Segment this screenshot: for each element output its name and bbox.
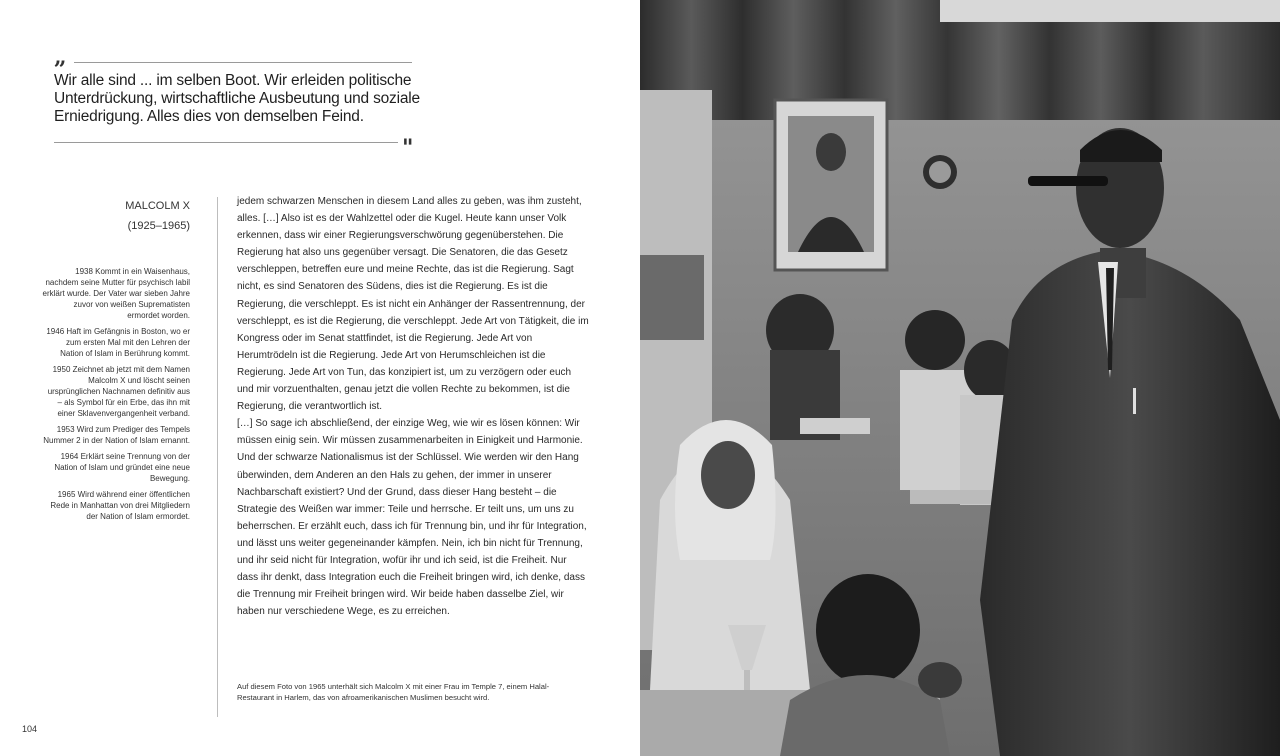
person-name: MALCOLM X	[125, 200, 190, 212]
photo	[640, 0, 1280, 756]
speech-paragraph: jedem schwarzen Menschen in diesem Land alles zu geben, was ihm zusteht, alles. […] Also ist es der Wahlzettel oder die Kugel. Heute kann unser Volk erkennen, dass wir einer Regierungsverschwörung gegenüberstehen. Die Regierung hat also uns gegenüber versagt. Die Senatoren, die das Gesetz verschleppen, betreffen eure und meine Rechte, das ist die Regierung. Sagt nicht, es sind Senatoren des Südens, dies ist die Regierung. Es ist die Regierung, die verschleppt. Es ist nicht ein Anhänger der Rassentrennung, der verschleppt, es ist die Regierung, die verschleppt. Jede Art von Tätigkeit, die im Kongress oder im Senat stattfindet, ist die Regierung. Jede Art von Herumtrödeln ist die Regierung. Jede Art von Herumschleichen ist die Regierung. Jede Art von Tun, das konzipiert ist, um zu verzögern oder euch und mir vorzuenthalten, genau jetzt die vollen Rechte zu bekommen, ist die Regierung, die verantwortlich ist.	[237, 196, 589, 413]
photo-caption: Auf diesem Foto von 1965 unterhält sich Malcolm X mit einer Frau im Temple 7, einem Halal-Restaurant in Harlem, das von afroamerikanischen Muslimen besucht wird.	[237, 682, 550, 702]
timeline-entry: 1965 Wird während einer öffentlichen Rede in Manhattan von drei Mitgliedern der Nation of Islam ermordet.	[50, 490, 190, 521]
page-number: 104	[22, 724, 38, 734]
photo-illustration	[640, 0, 1280, 756]
quote-rule-top	[74, 62, 412, 63]
speech-text	[237, 193, 589, 620]
timeline-entry: 1964 Erklärt seine Trennung von der Nation of Islam und gründet eine neue Bewegung.	[54, 452, 190, 483]
quote-rule-bottom	[54, 142, 398, 143]
timeline-entry: 1938 Kommt in ein Waisenhaus, nachdem seine Mutter für psychisch labil erklärt wurde. Der Vater war sieben Jahre zuvor von weißen Suprematisten ermordet worden.	[42, 267, 190, 320]
timeline	[42, 266, 190, 527]
quote-open-mark: „	[54, 44, 67, 70]
timeline-entry: 1950 Zeichnet ab jetzt mit dem Namen Malcolm X und löscht seinen ursprünglichen Nachnamen definitiv aus – als Symbol für ein Erbe, das ihn mit einer Sklavenvergangenheit verband.	[47, 365, 190, 418]
speech-paragraph: […] So sage ich abschließend, der einzige Weg, wie wir es lösen können: Wir müssen einig sein. Wir müssen zusammenarbeiten in Einigkeit und Harmonie. Und der schwarze Nationalismus ist der Schlüssel. Wie werden wir den Hang überwinden, dem Anderen an den Hals zu gehen, der immer in unserer Nachbarschaft existiert? Und der Grund, dass dieser Hang besteht – die Strategie des Weißen war immer: Teile und herrsche. Er teilt uns, um uns zu beherrschen. Er erzählt euch, dass ich für Trennung bin, und ihr für Integration, und lässt uns weiter gegeneinander kämpfen. Nein, ich bin nicht für Trennung, und ihr seid nicht für Integration, wofür ihr und ich seid, ist die Freiheit. Nur dass ihr denkt, dass Integration euch die Freiheit bringen wird, ich denke, dass die Trennung mir Freiheit bringen wird. Wir beide haben dasselbe Ziel, wir haben nur verschiedene Wege, es zu erreichen.	[237, 418, 587, 618]
timeline-entry: 1946 Haft im Gefängnis in Boston, wo er zum ersten Mal mit den Lehren der Nation of Islam in Berührung kommt.	[46, 327, 190, 358]
person-years: (1925–1965)	[127, 220, 190, 232]
quote-close-mark: "	[402, 135, 414, 161]
timeline-entry: 1953 Wird zum Prediger des Tempels Nummer 2 in der Nation of Islam ernannt.	[43, 425, 190, 445]
person-info	[94, 196, 190, 236]
pull-quote: Wir alle sind ... im selben Boot. Wir erleiden politische Unterdrückung, wirtschaftliche Ausbeutung und soziale Erniedrigung. Alles dies von demselben Feind.	[54, 72, 420, 125]
column-divider	[217, 197, 218, 717]
